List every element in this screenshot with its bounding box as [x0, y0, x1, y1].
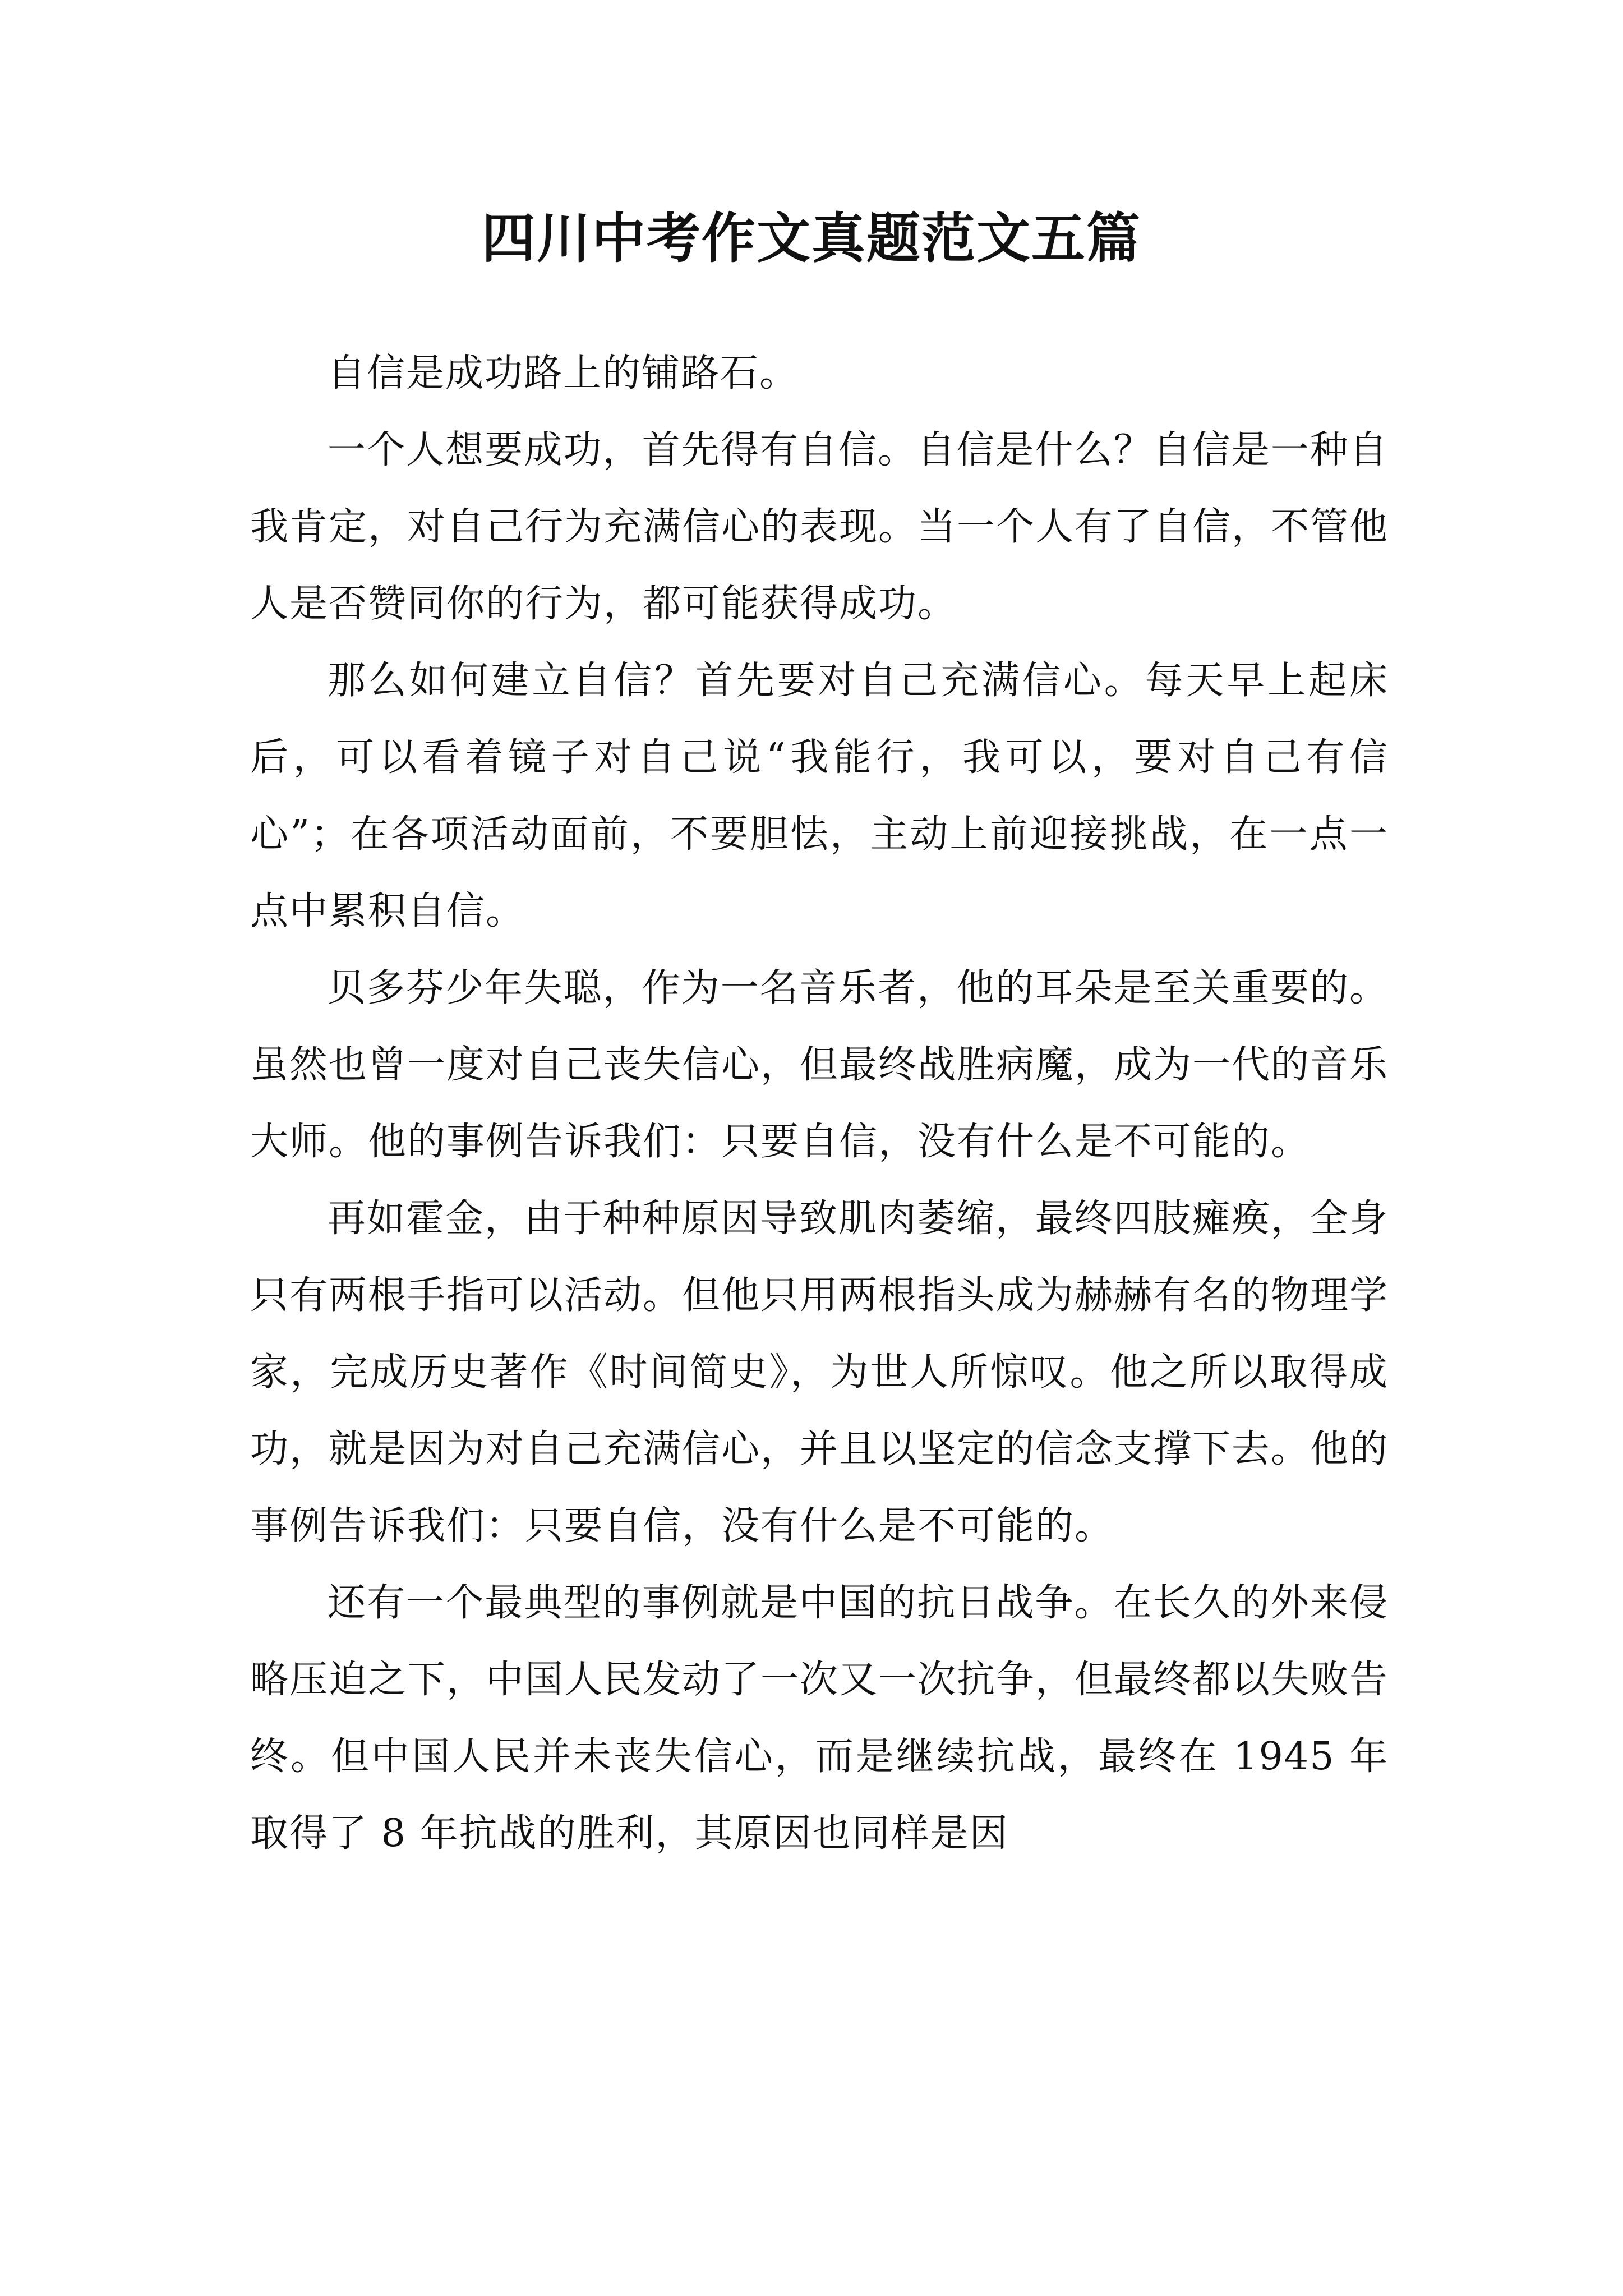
- paragraph: 那么如何建立自信？首先要对自己充满信心。每天早上起床后，可以看着镜子对自己说“我能行，我可以，要对自己有信心”；在各项活动面前，不要胆怯，主动上前迎接挑战，在一点一点中累积自信。: [250, 659, 1389, 933]
- paragraph: 还有一个最典型的事例就是中国的抗日战争。在长久的外来侵略压迫之下，中国人民发动了一次又一次抗争，但最终都以失败告终。但中国人民并未丧失信心，而是继续抗战，最终在 1945 年取得了 8 年抗战的胜利，其原因也同样是因: [250, 1581, 1389, 1856]
- document-title: 四川中考作文真题范文五篇: [482, 206, 1141, 270]
- document-body: [250, 335, 1389, 1872]
- paragraph: 自信是成功路上的铺路石。: [328, 351, 799, 395]
- paragraph: 贝多芬少年失聪，作为一名音乐者，他的耳朵是至关重要的。虽然也曾一度对自己丧失信心，但最终战胜病魔，成为一代的音乐大师。他的事例告诉我们：只要自信，没有什么是不可能的。: [250, 966, 1389, 1164]
- paragraph: 再如霍金，由于种种原因导致肌肉萎缩，最终四肢瘫痪，全身只有两根手指可以活动。但他只用两根指头成为赫赫有名的物理学家，完成历史著作《时间简史》，为世人所惊叹。他之所以取得成功，就是因为对自己充满信心，并且以坚定的信念支撑下去。他的事例告诉我们：只要自信，没有什么是不可能的。: [250, 1197, 1389, 1548]
- paragraph: 一个人想要成功，首先得有自信。自信是什么？自信是一种自我肯定，对自己行为充满信心的表现。当一个人有了自信，不管他人是否赞同你的行为，都可能获得成功。: [250, 428, 1389, 626]
